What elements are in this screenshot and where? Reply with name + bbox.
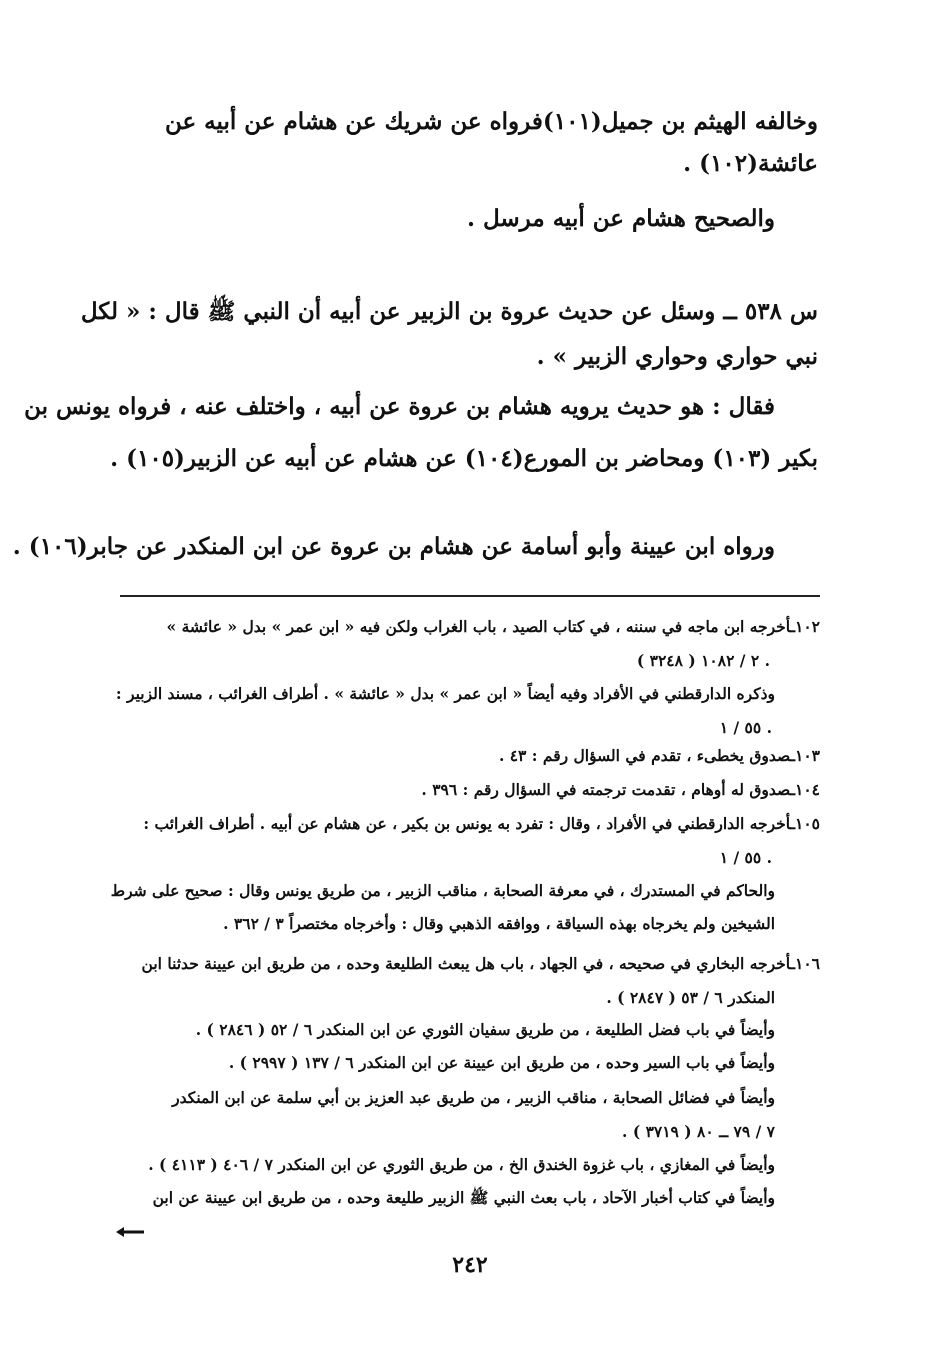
paragraph-line: وخالفه الهيثم بن جميل(١٠١)فرواه عن شريك عن هشام عن أبيه عن <box>164 108 818 135</box>
paragraph-line: عائشة(١٠٢) . <box>683 150 818 177</box>
page-number: ٢٤٢ <box>452 1252 488 1278</box>
footnote-line: ١٠٤ـصدوق له أوهام ، تقدمت ترجمته في السؤال رقم : ٣٩٦ . <box>421 780 820 799</box>
question-line: نبي حواري وحواري الزبير » . <box>536 343 818 370</box>
footnote-line: ٧ / ٧٩ ــ ٨٠ ( ٣٧١٩ ) . <box>622 1122 775 1141</box>
footnote-line: والحاكم في المستدرك ، في معرفة الصحابة ، مناقب الزبير ، من طريق يونس وقال : صحيح على شرط <box>110 881 775 900</box>
footnote-line: ٢ / ١٠٨٢ ( ٣٢٤٨ ) . <box>636 651 770 670</box>
answer-line: بكير (١٠٣) ومحاضر بن المورع(١٠٤) عن هشام عن أبيه عن الزبير(١٠٥) . <box>110 445 818 472</box>
footnote-line: وأيضاً في المغازي ، باب غزوة الخندق الخ ، من طريق الثوري عن ابن المنكدر ٧ / ٤٠٦ ( ٤١١٣ ) . <box>148 1155 775 1174</box>
footnote-line: وذكره الدارقطني في الأفراد وفيه أيضاً « ابن عمر » بدل « عائشة » . أطراف الغرائب ، مسند الزبير : <box>115 684 775 703</box>
footnote-line: ١٠٥ـأخرجه الدارقطني في الأفراد ، وقال : تفرد به يونس بن بكير ، عن هشام عن أبيه . أطراف الغرائب : <box>143 814 820 833</box>
footnote-line: وأيضاً في كتاب أخبار الآحاد ، باب بعث النبي ﷺ الزبير طليعة وحده ، من طريق ابن عيينة عن ابن <box>152 1188 775 1207</box>
footnote-separator <box>120 595 820 597</box>
paragraph-line: والصحيح هشام عن أبيه مرسل . <box>466 205 775 232</box>
answer-line: ورواه ابن عيينة وأبو أسامة عن هشام بن عروة عن ابن المنكدر عن جابر(١٠٦) . <box>12 533 775 560</box>
footnote-line: وأيضاً في باب فضل الطليعة ، من طريق سفيان الثوري عن ابن المنكدر ٦ / ٥٢ ( ٢٨٤٦ ) . <box>195 1020 775 1039</box>
footnote-line: ٥٥ / ١ . <box>719 718 772 737</box>
footnote-line: ٥٥ / ١ . <box>719 848 772 867</box>
footnote-line: وأيضاً في باب السير وحده ، من طريق ابن عيينة عن ابن المنكدر ٦ / ١٣٧ ( ٢٩٩٧ ) . <box>228 1053 775 1072</box>
footnote-line: ١٠٣ـصدوق يخطىء ، تقدم في السؤال رقم : ٤٣ . <box>498 746 820 765</box>
arrow-left-icon <box>114 1226 146 1238</box>
question-line: س ٥٣٨ ــ وسئل عن حديث عروة بن الزبير عن أبيه أن النبي ﷺ قال : « لكل <box>80 298 818 325</box>
footnote-line: الشيخين ولم يخرجاه بهذه السياقة ، ووافقه الذهبي وقال : وأخرجاه مختصراً ٣ / ٣٦٢ . <box>223 914 775 933</box>
footnote-line: ١٠٦ـأخرجه البخاري في صحيحه ، في الجهاد ، باب هل يبعث الطليعة وحده ، من طريق ابن عيينة حدثنا ابن <box>141 954 820 973</box>
footnote-line: وأيضاً في فضائل الصحابة ، مناقب الزبير ، من طريق عبد العزيز بن أبي سلمة عن ابن المنكدر <box>172 1088 775 1107</box>
footnote-line: ١٠٢ـأخرجه ابن ماجه في سننه ، في كتاب الصيد ، باب الغراب ولكن فيه « ابن عمر » بدل « عائشة » <box>166 617 820 636</box>
footnote-line: المنكدر ٦ / ٥٣ ( ٢٨٤٧ ) . <box>606 988 775 1007</box>
answer-line: فقال : هو حديث يرويه هشام بن عروة عن أبيه ، واختلف عنه ، فرواه يونس بن <box>24 393 775 420</box>
